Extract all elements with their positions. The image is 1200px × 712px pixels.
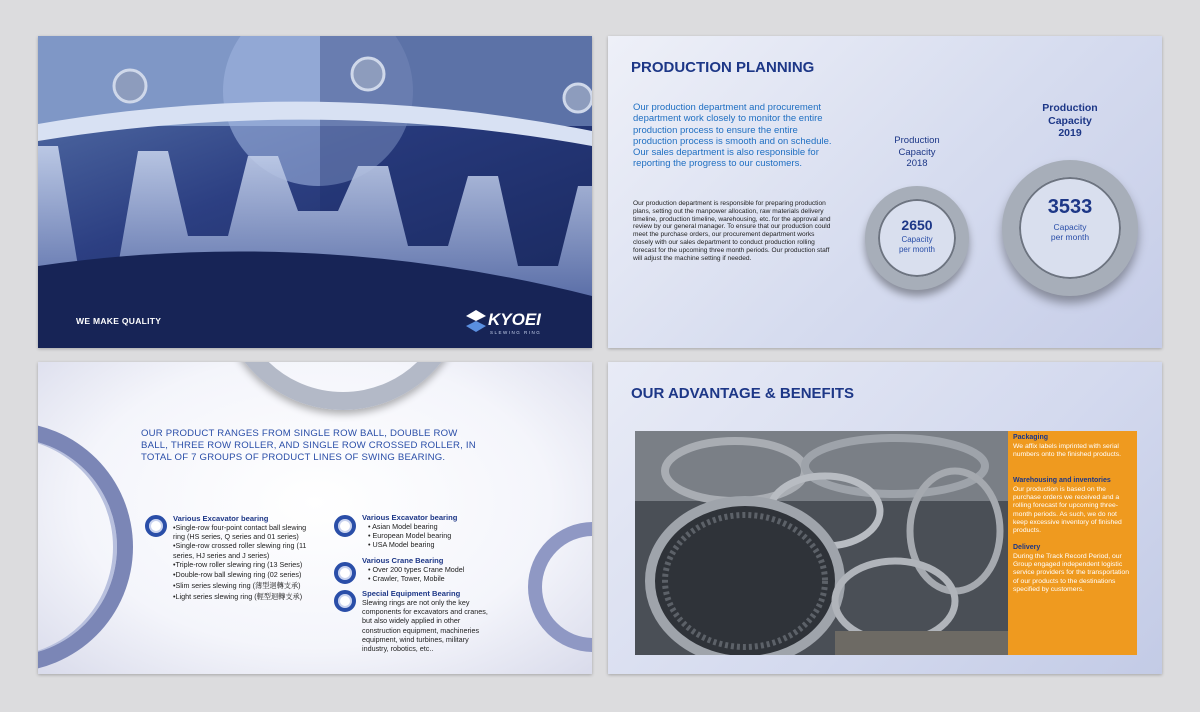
list-item: •Triple-row roller slewing ring (13 Series)	[173, 559, 303, 569]
capacity-2018-unit: Capacity per month	[898, 235, 936, 254]
list-item: •Single-row four-point contact ball slewing ring (HS series, Q series and 01 series)	[173, 523, 307, 542]
warehouse-photo	[635, 431, 1008, 655]
right-group-title: Special Equipment Bearing	[362, 589, 461, 598]
list-item: • Asian Model bearing	[368, 522, 438, 531]
logo-mark-icon	[466, 310, 486, 332]
right-group-text: Slewing rings are not only the key components for excavators and cranes, but also widely applied in other construction equipment, machineries equipment, wind turbines, military industry, robotics, etc..	[362, 598, 488, 654]
capacity-2018-value: 2650	[901, 217, 933, 233]
logo-subtitle: SLEWING RING	[490, 330, 542, 335]
section-title: Packaging	[1013, 434, 1049, 441]
list-item: •Light series slewing ring (輕型迴轉支承)	[173, 592, 303, 602]
bullet-ring-icon	[334, 562, 356, 584]
right-group-list	[368, 522, 498, 550]
left-group-title: Various Excavator bearing	[173, 514, 269, 523]
slide-advantages	[608, 362, 1162, 674]
kyoei-logo	[466, 308, 576, 338]
bullet-ring-icon	[334, 590, 356, 612]
bearing-ring-left	[38, 422, 133, 672]
slide-cover	[38, 36, 592, 348]
list-item: • European Model bearing	[368, 531, 452, 541]
capacity-2019-label: Production Capacity 2019	[1042, 102, 1098, 139]
gear-photo-illustration	[38, 36, 592, 348]
list-item: • Over 200 types Crane Model	[368, 565, 465, 574]
list-item: •Single-row crossed roller slewing ring (11 series, HJ series and J series)	[173, 541, 307, 560]
slide-product-ranges	[38, 362, 592, 674]
intro-text: Our production department and procurement department work closely to monitor the entire production process to ensure the entire production process is smooth and on schedule. Our sales department is also responsible for reporting the progress to our customers.	[633, 102, 832, 170]
slide-production-planning	[608, 36, 1162, 348]
section-text: During the Track Record Period, our Group engaged independent logistic service providers for the transportation of our products to the destinations specified by customers.	[1013, 553, 1129, 593]
section-text: Our production is based on the purchase orders we received and a rolling forecast for upcoming three-month periods. As such, we do not keep excessive inventory of finished products.	[1013, 486, 1122, 535]
bullet-ring-icon	[334, 515, 356, 537]
section-text: We affix labels imprinted with serial numbers onto the finished products.	[1013, 443, 1122, 459]
list-item: • Crawler, Tower, Mobile	[368, 574, 445, 584]
right-group-title: Various Excavator bearing	[362, 513, 458, 522]
body-text: Our production department is responsible for preparing production plans, setting out the manpower allocation, raw materials delivery timeline, production timeline, warehousing, etc. for the approval and review by our general manager. To ensure that our production could meet the purchase orders, our procurement department works closely with our sales department to conduct production rolling forecast for the upcoming three month periods. Our production staff will adjust the machine setting if needed.	[633, 200, 831, 262]
slide-title: OUR ADVANTAGE & BENEFITS	[631, 385, 855, 402]
list-item: •Double-row ball slewing ring (02 series)	[173, 570, 302, 580]
bearing-ring-top	[218, 362, 468, 410]
product-headline: OUR PRODUCT RANGES FROM SINGLE ROW BALL, DOUBLE ROW BALL, THREE ROW ROLLER, AND SINGLE ROW CROSSED ROLLER, IN TOTAL OF 7 GROUPS OF PRODUCT LINES OF SWING BEARING.	[141, 428, 476, 464]
list-item: •Slim series slewing ring (薄型迴轉支承)	[173, 581, 301, 591]
section-title: Delivery	[1013, 544, 1041, 551]
capacity-2019-unit: Capacity per month	[1050, 222, 1090, 242]
section-title: Warehousing and inventories	[1013, 477, 1111, 484]
right-group-list	[368, 565, 498, 583]
list-item: • USA Model bearing	[368, 540, 435, 550]
tagline: WE MAKE QUALITY	[76, 316, 162, 326]
logo-text: KYOEI	[488, 310, 541, 329]
bullet-ring-icon	[145, 515, 167, 537]
left-group-list	[173, 523, 313, 602]
bearing-ring-right	[528, 522, 592, 652]
slide-title: PRODUCTION PLANNING	[631, 59, 815, 76]
right-group-title: Various Crane Bearing	[362, 556, 444, 565]
capacity-2019-value: 3533	[1047, 196, 1093, 218]
capacity-2018-label: Production Capacity 2018	[894, 135, 940, 169]
benefits-panel	[1008, 431, 1137, 655]
